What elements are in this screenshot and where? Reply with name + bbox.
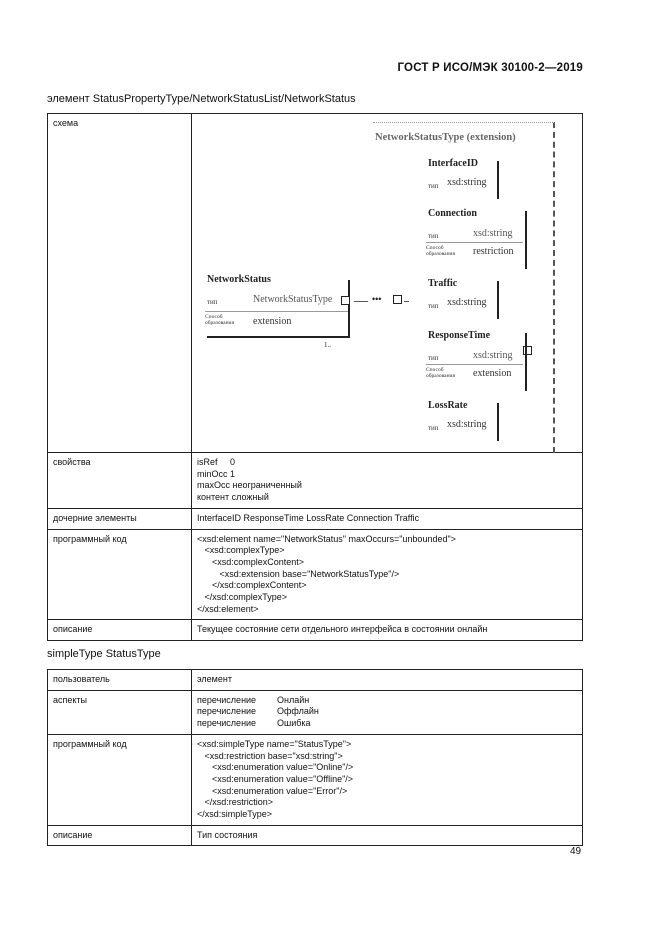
- property-minocc: minOcc 1: [197, 468, 236, 479]
- child-responsetime-name: ResponseTime: [428, 330, 491, 341]
- expand-icon[interactable]: [341, 296, 350, 305]
- standard-header: ГОСТ Р ИСО/МЭК 30100-2—2019: [397, 62, 583, 74]
- child-lossrate-name: LossRate: [428, 400, 468, 411]
- code2-value: [192, 734, 583, 825]
- aspect-item: [197, 695, 577, 707]
- sequence-expand-icon[interactable]: [393, 295, 402, 304]
- aspect-value: Онлайн: [277, 694, 310, 705]
- code-line: <xsd:simpleType name="StatusType">: [197, 738, 352, 749]
- schema-label: схема: [48, 114, 192, 453]
- child-connection-box: [425, 208, 525, 266]
- description-label: описание: [48, 620, 192, 641]
- description-row: [48, 620, 583, 641]
- children-value: InterfaceID ResponseTime LossRate Connection Traffic: [192, 508, 583, 529]
- aspect-kind: перечисление: [197, 718, 257, 729]
- child-traffic-box: [425, 278, 497, 316]
- networkstatus-type-value: NetworkStatusType: [253, 294, 333, 305]
- aspect-kind: перечисление: [197, 706, 257, 717]
- description2-label: описание: [48, 825, 192, 846]
- property-isref: isRef 0: [197, 457, 236, 467]
- code-line: <xsd:complexContent>: [197, 556, 305, 567]
- child-responsetime-type-label: тип: [428, 354, 439, 362]
- aspects-label: аспекты: [48, 690, 192, 734]
- aspect-item: [197, 706, 577, 718]
- child-traffic-type-value: xsd:string: [447, 297, 487, 308]
- child-responsetime-method-label: Способ образования: [426, 367, 456, 379]
- code-line: </xsd:restriction>: [197, 797, 274, 808]
- child-interfaceid-type-label: тип: [428, 182, 439, 190]
- aspects-value: [192, 690, 583, 734]
- code2-row: [48, 734, 583, 825]
- child-interfaceid-box: [425, 158, 497, 196]
- aspect-value: Ошибка: [277, 718, 311, 729]
- property-content: контент сложный: [197, 492, 269, 503]
- aspect-value: Оффлайн: [277, 706, 319, 717]
- code-line: <xsd:extension base="NetworkStatusType"/>: [197, 568, 400, 579]
- code2-label: программный код: [48, 734, 192, 825]
- simpletype-table: [47, 669, 583, 846]
- children-label: дочерние элементы: [48, 508, 192, 529]
- code-line: <xsd:enumeration value="Offline"/>: [197, 773, 354, 784]
- child-lossrate-type-label: тип: [428, 424, 439, 432]
- child-traffic-type-label: тип: [428, 302, 439, 310]
- code-line: </xsd:element>: [197, 603, 259, 614]
- child-responsetime-type-value: xsd:string: [473, 350, 513, 361]
- element-table: [47, 113, 583, 641]
- properties-row: [48, 453, 583, 509]
- child-lossrate-box: [425, 400, 497, 438]
- child-responsetime-box: [425, 330, 525, 388]
- section1-title: элемент StatusPropertyType/NetworkStatusList/NetworkStatus: [47, 93, 356, 105]
- child-interfaceid-type-value: xsd:string: [447, 177, 487, 188]
- description2-value: Тип состояния: [192, 825, 583, 846]
- code-line: <xsd:enumeration value="Error"/>: [197, 785, 348, 796]
- child-connection-method-value: restriction: [473, 246, 514, 257]
- properties-label: свойства: [48, 453, 192, 509]
- aspect-kind: перечисление: [197, 694, 257, 705]
- code-value: [192, 529, 583, 620]
- multiplicity-label: 1..: [324, 341, 331, 349]
- schema-row: [48, 114, 583, 453]
- networkstatus-box: [202, 274, 350, 334]
- child-connection-type-label: тип: [428, 232, 439, 240]
- code-line: <xsd:enumeration value="Online"/>: [197, 762, 354, 773]
- networkstatus-type-label: тип: [207, 298, 218, 306]
- description-value: Текущее состояние сети отдельного интерфейса в состоянии онлайн: [192, 620, 583, 641]
- child-connection-method-label: Способ образования: [426, 245, 456, 257]
- code-line: <xsd:restriction base="xsd:string">: [197, 750, 343, 761]
- code-line: </xsd:simpleType>: [197, 809, 273, 820]
- child-connection-name: Connection: [428, 208, 477, 219]
- code-line: </xsd:complexType>: [197, 592, 288, 603]
- child-connection-type-value: xsd:string: [473, 228, 513, 239]
- children-row: [48, 508, 583, 529]
- section2-title: simpleType StatusType: [47, 648, 161, 660]
- code-line: <xsd:element name="NetworkStatus" maxOccurs="unbounded">: [197, 533, 456, 544]
- description2-row: [48, 825, 583, 846]
- user-value: элемент: [192, 670, 583, 691]
- child-interfaceid-name: InterfaceID: [428, 158, 478, 169]
- aspect-item: [197, 718, 577, 730]
- code-label: программный код: [48, 529, 192, 620]
- networkstatus-method-value: extension: [253, 316, 292, 327]
- page-number: 49: [570, 846, 582, 857]
- group-title: NetworkStatusType (extension): [375, 132, 516, 143]
- networkstatus-name: NetworkStatus: [207, 274, 271, 285]
- schema-diagram: [197, 118, 577, 448]
- code-line: </xsd:complexContent>: [197, 580, 307, 591]
- code-row: [48, 529, 583, 620]
- user-label: пользователь: [48, 670, 192, 691]
- child-traffic-name: Traffic: [428, 278, 458, 289]
- networkstatus-method-label: Способ образования: [205, 314, 235, 326]
- property-maxocc: maxOcc неограниченный: [197, 480, 302, 491]
- child-responsetime-method-value: extension: [473, 368, 512, 379]
- schema-cell: [192, 114, 583, 453]
- sequence-icon: •••: [372, 294, 382, 304]
- code-line: <xsd:complexType>: [197, 545, 285, 556]
- child-lossrate-type-value: xsd:string: [447, 419, 487, 430]
- aspects-row: [48, 690, 583, 734]
- user-row: [48, 670, 583, 691]
- properties-value: [192, 453, 583, 509]
